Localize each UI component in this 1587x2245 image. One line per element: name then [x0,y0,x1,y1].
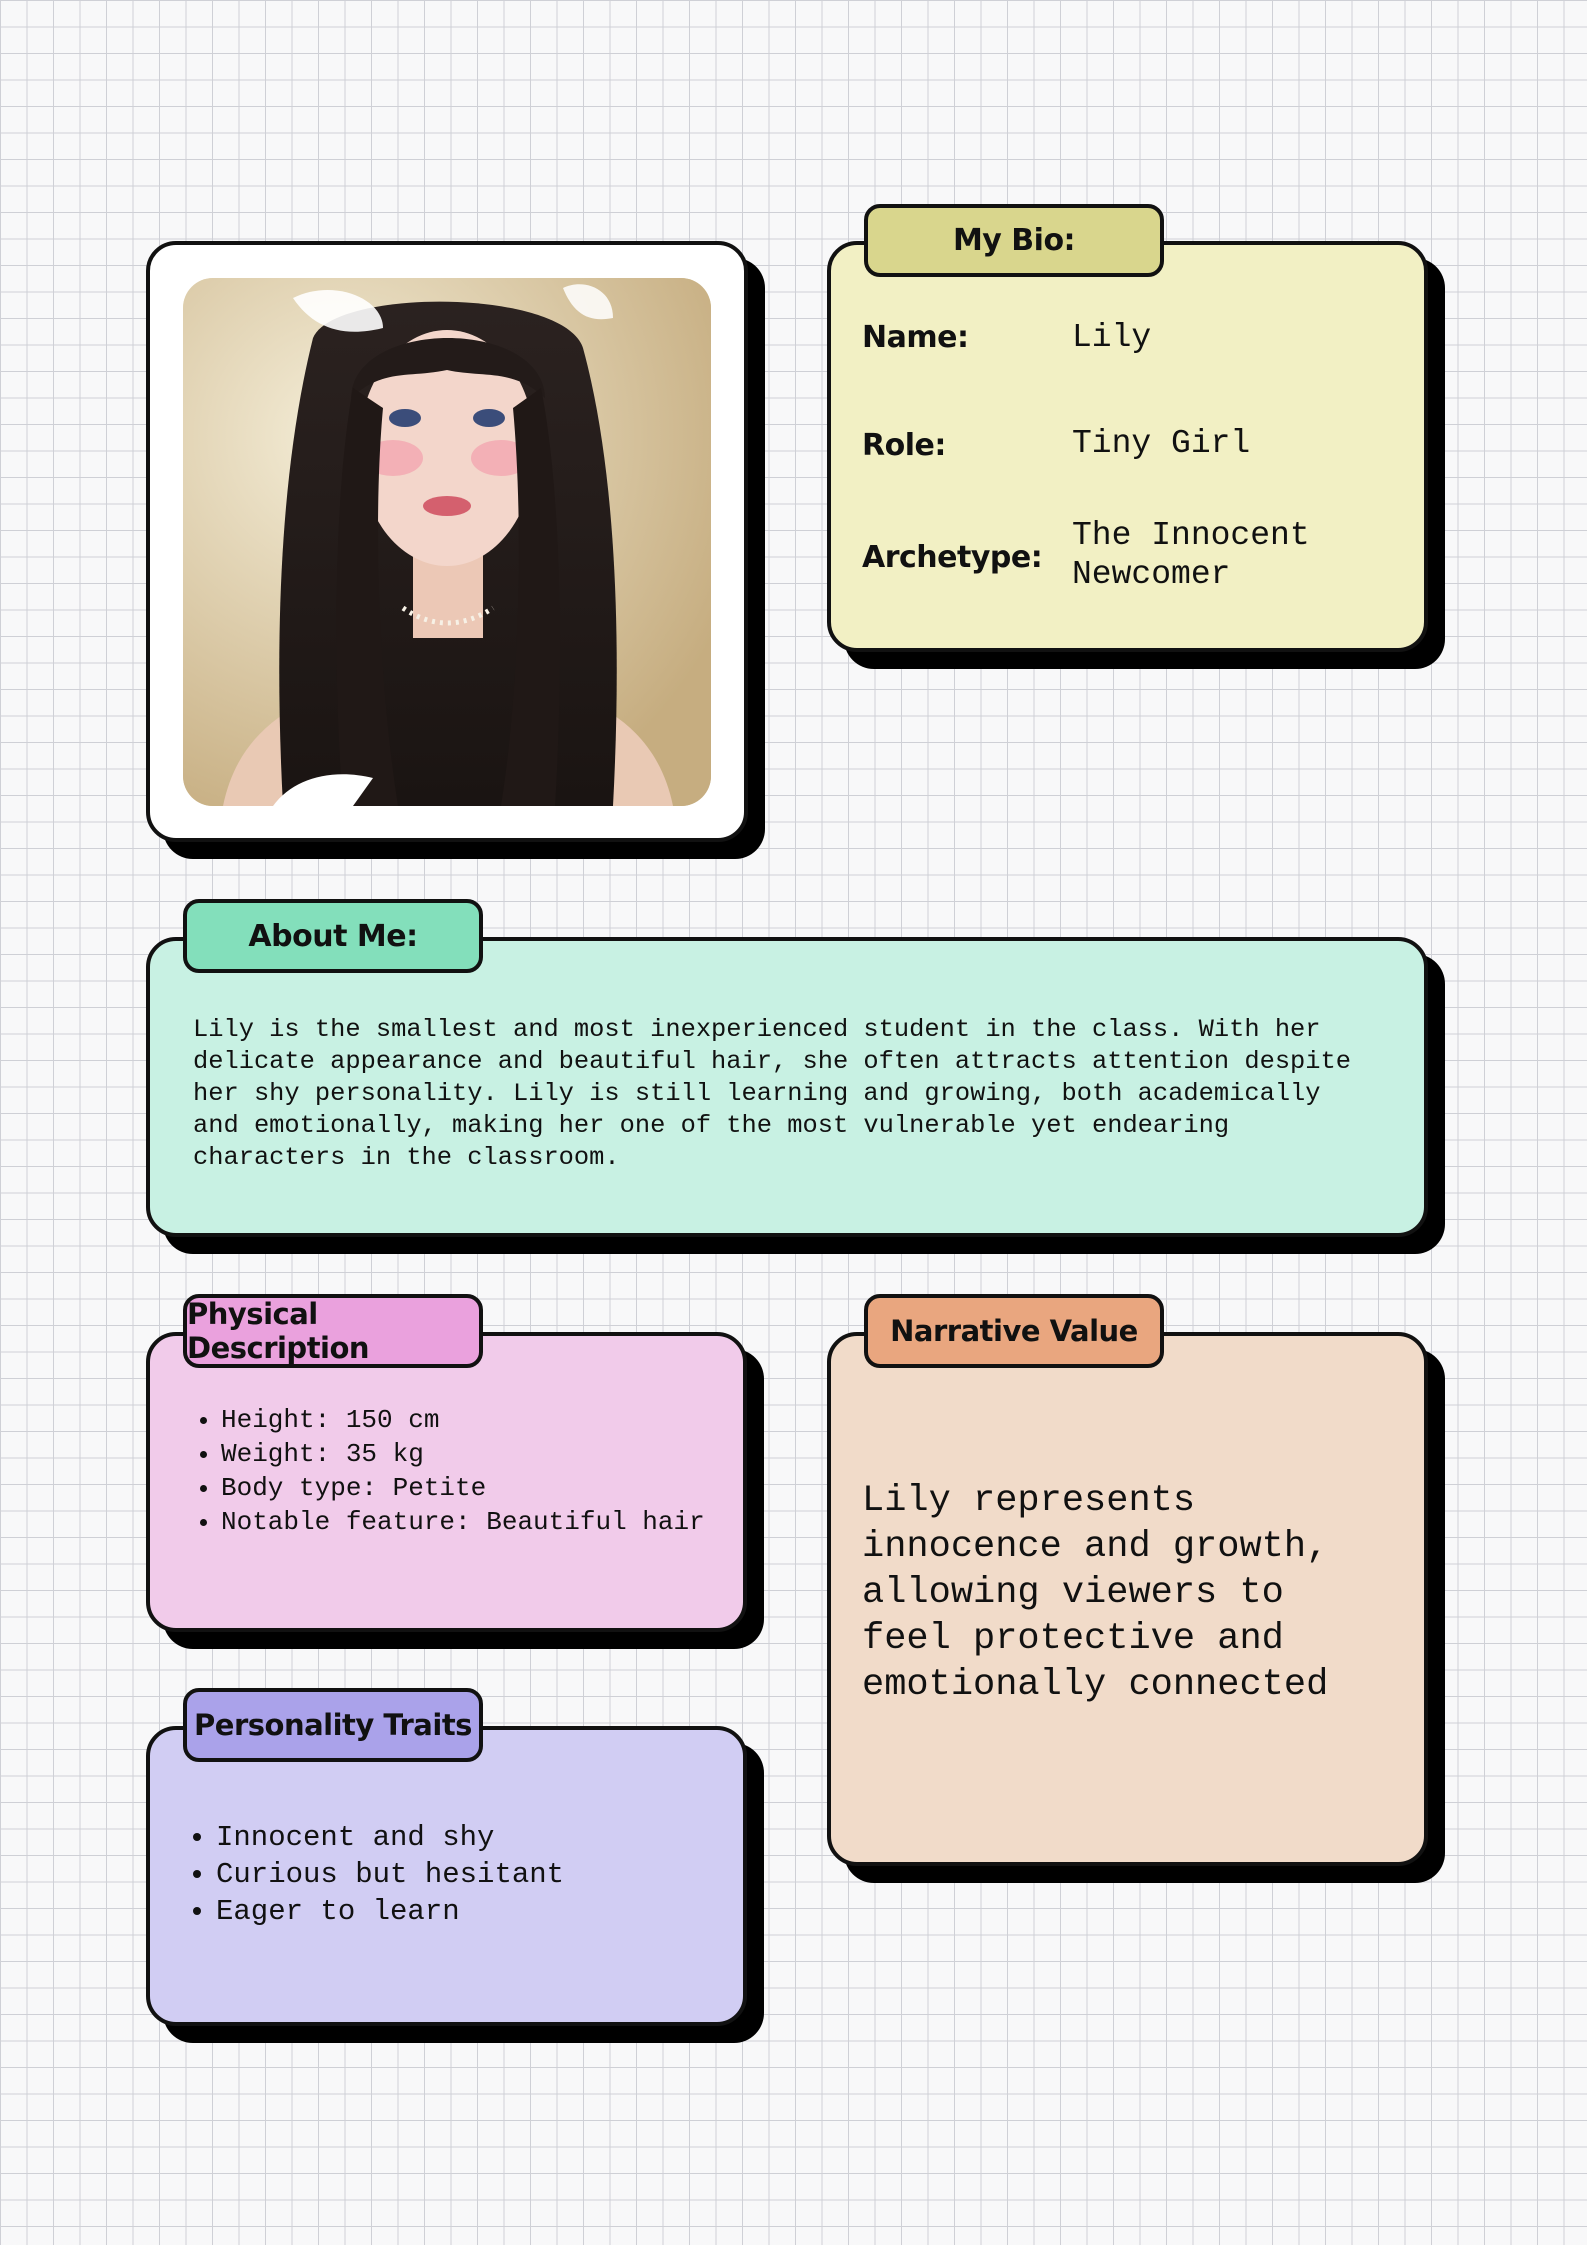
list-item: • Innocent and shy [216,1819,736,1856]
bio-name-label: Name: [862,320,969,355]
bio-archetype-label: Archetype: [862,540,1043,575]
bio-name-value: Lily [1072,319,1152,356]
physical-list [193,1403,741,1539]
bio-tab [864,204,1164,277]
narrative-tab-title: Narrative Value [890,1314,1138,1348]
list-item: • Eager to learn [216,1893,736,1930]
about-tab [183,899,483,973]
profile-photo [183,278,711,806]
list-item: • Weight: 35 kg [221,1437,741,1471]
bio-role-label: Role: [862,428,946,463]
about-tab-title: About Me: [248,918,418,954]
personality-list [188,1819,736,1930]
list-item: • Height: 150 cm [221,1403,741,1437]
narrative-tab [864,1294,1164,1368]
bio-tab-title: My Bio: [952,223,1076,258]
narrative-text: Lily represents innocence and growth, allowing viewers to feel protective and emotionally connected [862,1480,1329,1706]
list-item: • Curious but hesitant [216,1856,736,1893]
personality-tab-title: Personality Traits [194,1708,472,1742]
personality-tab [183,1688,483,1762]
list-item: • Notable feature: Beautiful hair [221,1505,741,1539]
about-text: Lily is the smallest and most inexperienced student in the class. With her delicate appearance and beautiful hair, she often attracts attention despite her shy personality. Lily is still learning and growing, both academically and emotionally, making her one of the most vulnerable yet endearing characters in the classroom. [193,1015,1352,1172]
physical-tab-title: Physical Description [187,1297,370,1365]
bio-archetype-value: The Innocent Newcomer [1072,517,1310,593]
portrait-illustration [183,278,711,806]
bio-role-value: Tiny Girl [1072,425,1251,462]
list-item: • Body type: Petite [221,1471,741,1505]
physical-tab [183,1294,483,1368]
